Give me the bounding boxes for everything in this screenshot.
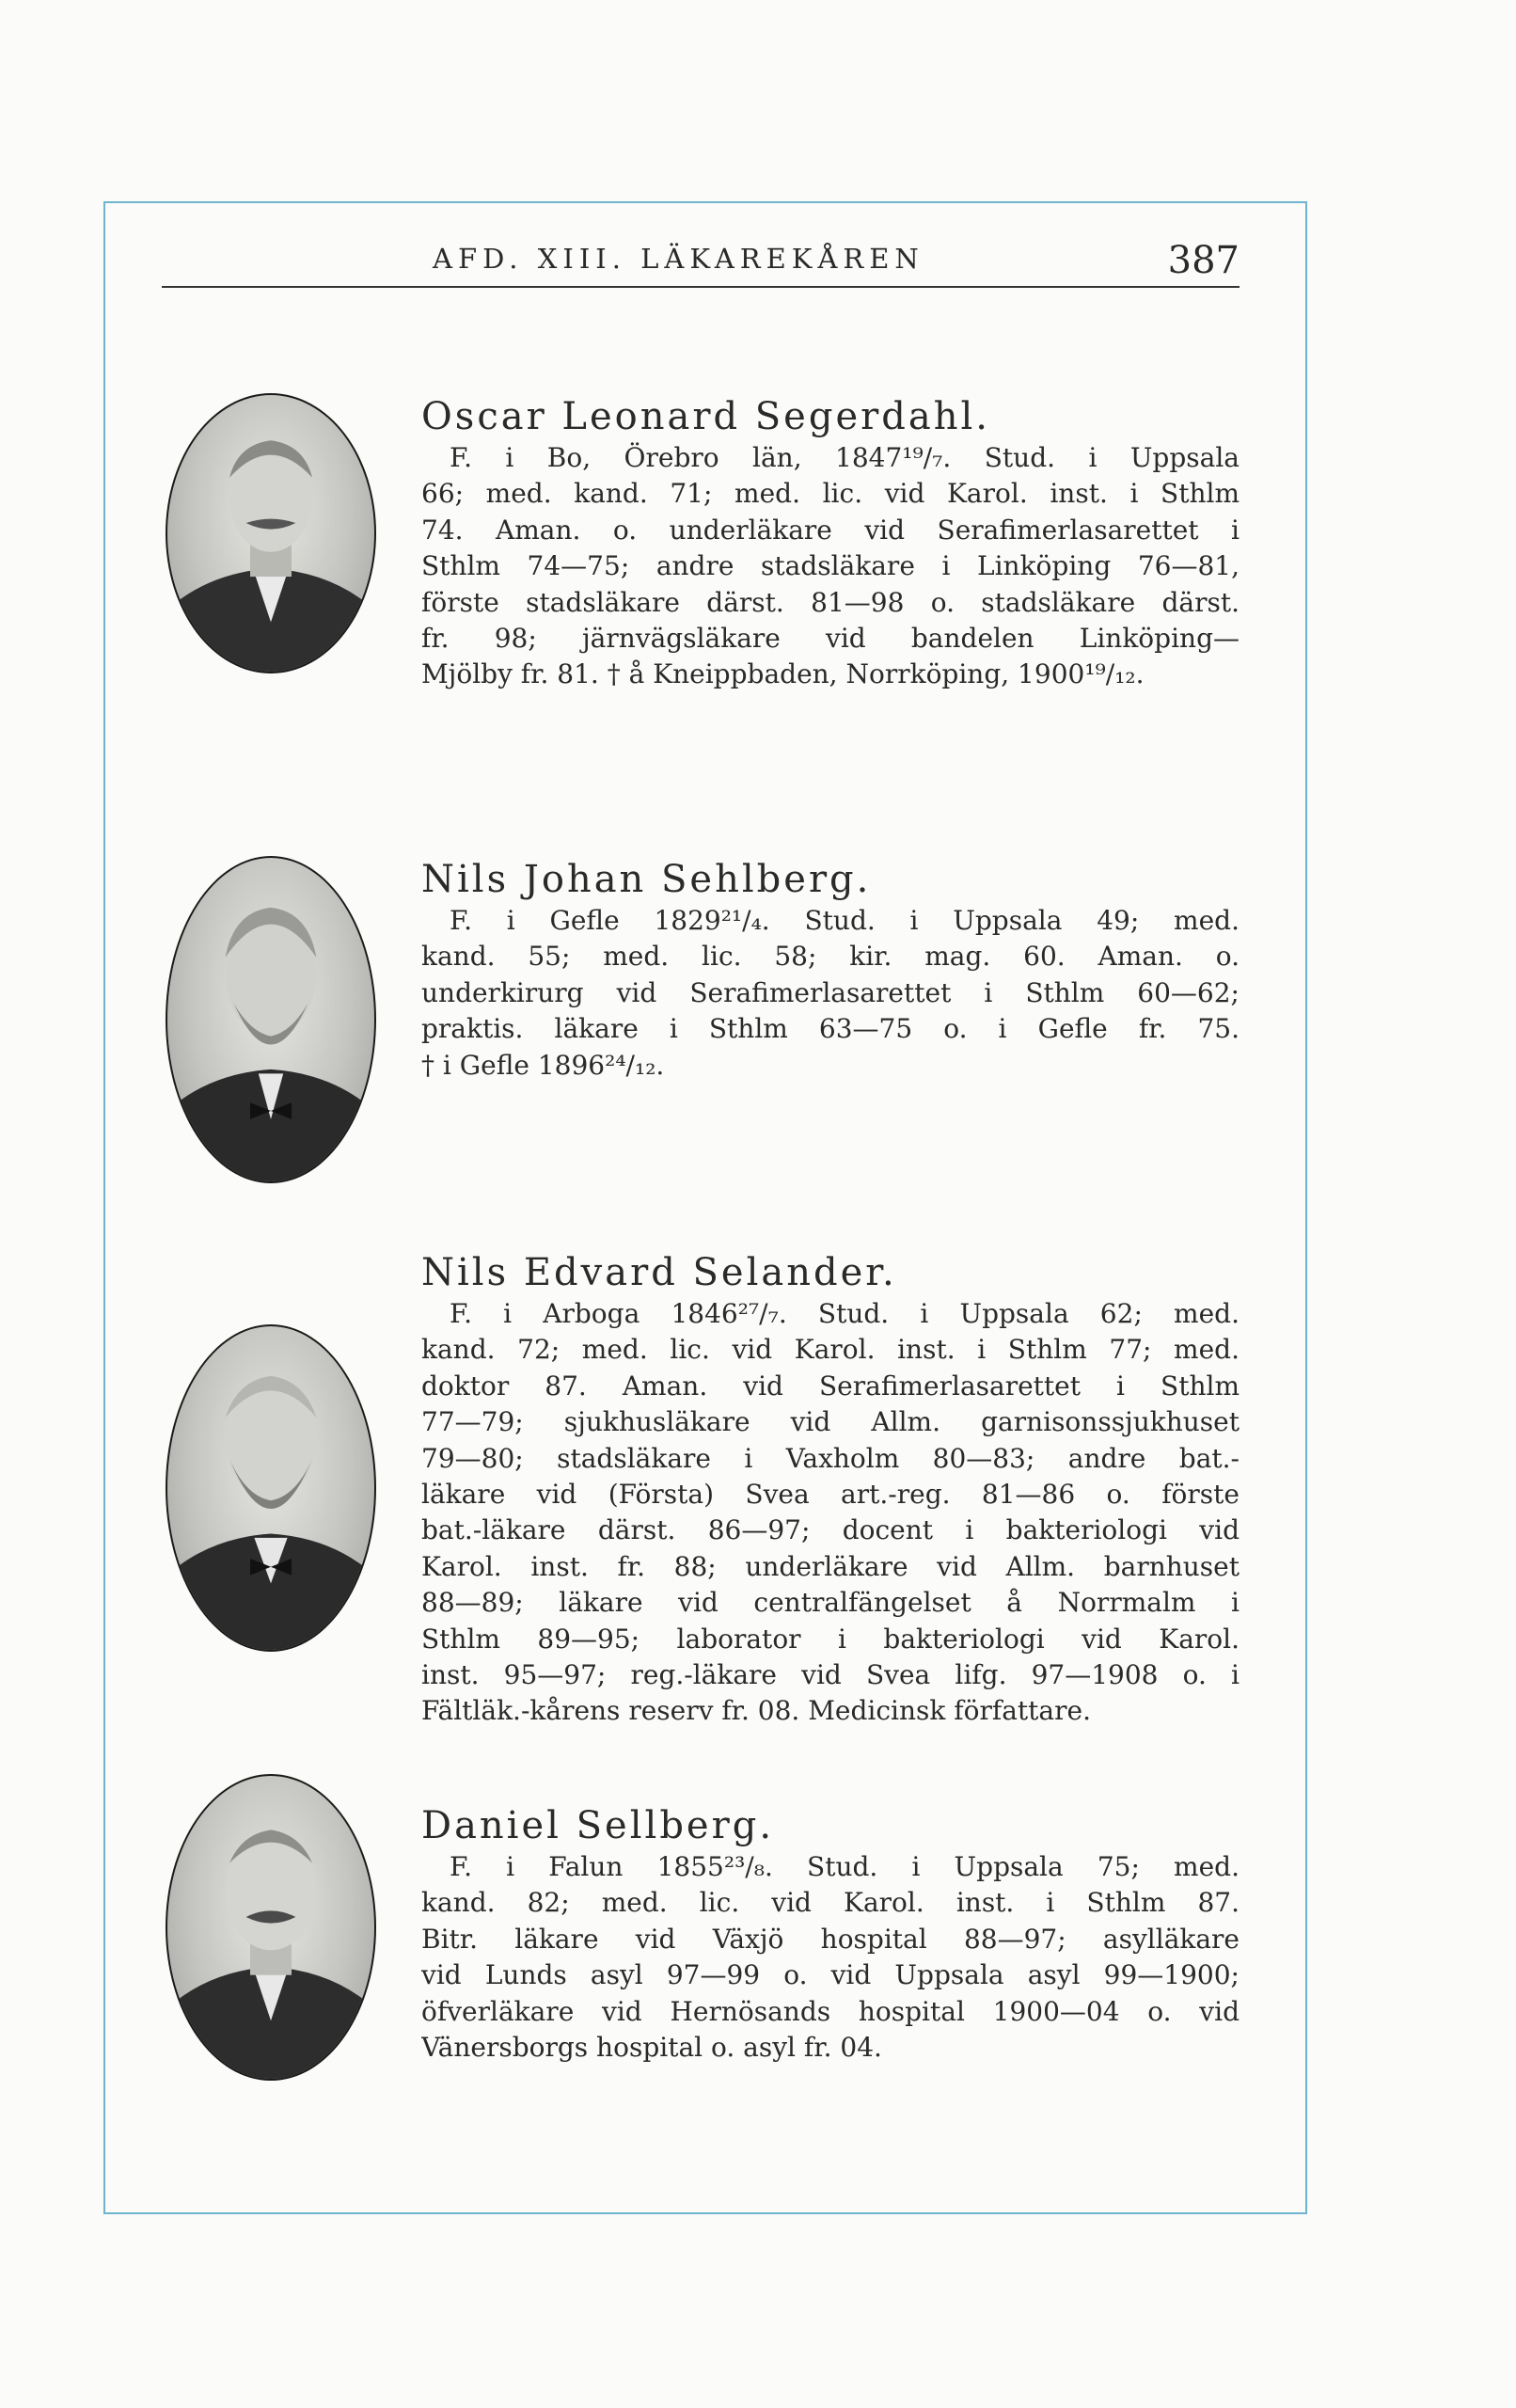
entry-text-line: F. i Bo, Örebro län, 1847¹⁹/₇. Stud. i Uppsala xyxy=(450,442,1240,473)
running-title: AFD. XIII. LÄKAREKÅREN xyxy=(433,243,924,275)
entry-text-line: läkare vid (Första) Svea art.-reg. 81—86 o. förste xyxy=(421,1479,1240,1511)
entry-text-line: praktis. läkare i Sthlm 63—75 o. i Gefle fr. 75. xyxy=(421,1013,1240,1045)
entry-text-line: Vänersborgs hospital o. asyl fr. 04. xyxy=(421,2032,882,2064)
entry-text-line: vid Lunds asyl 97—99 o. vid Uppsala asyl 99—1900; xyxy=(421,1959,1240,1991)
portrait-photo xyxy=(166,1774,376,2081)
entry-text-line: kand. 72; med. lic. vid Karol. inst. i Sthlm 77; med. xyxy=(421,1334,1240,1366)
entry-text-line: Mjölby fr. 81. † å Kneippbaden, Norrköping, 1900¹⁹/₁₂. xyxy=(421,658,1145,690)
entry-text-line: kand. 55; med. lic. 58; kir. mag. 60. Aman. o. xyxy=(421,941,1240,973)
portrait-photo xyxy=(166,1324,376,1652)
entry-text-line: Sthlm 89—95; laborator i bakteriologi vid Karol. xyxy=(421,1623,1240,1655)
entry-text-line: förste stadsläkare därst. 81—98 o. stadsläkare därst. xyxy=(421,586,1240,618)
entry-name: Nils Edvard Selander. xyxy=(421,1251,897,1294)
portrait-photo xyxy=(166,393,376,673)
entry-text-line: underkirurg vid Serafimerlasarettet i Sthlm 60—62; xyxy=(421,976,1240,1008)
biography-text xyxy=(421,856,1240,1084)
portrait-photo xyxy=(166,856,376,1183)
entry-name: Daniel Sellberg. xyxy=(421,1804,775,1847)
entry-text-line: F. i Arboga 1846²⁷/₇. Stud. i Uppsala 62; med. xyxy=(450,1298,1240,1329)
biography-text xyxy=(421,1249,1240,1730)
entry-text-line: F. i Falun 1855²³/₈. Stud. i Uppsala 75; med. xyxy=(450,1851,1240,1882)
entry-text-line: 66; med. kand. 71; med. lic. vid Karol. inst. i Sthlm xyxy=(421,478,1240,510)
entry-text-line: Bitr. läkare vid Växjö hospital 88—97; asylläkare xyxy=(421,1923,1240,1955)
entry-text-line: 77—79; sjukhusläkare vid Allm. garnisonssjukhuset xyxy=(421,1406,1240,1438)
biography-text xyxy=(421,393,1240,693)
entry-text-line: fr. 98; järnvägsläkare vid bandelen Linköping— xyxy=(421,623,1240,655)
entry-text-line: 79—80; stadsläkare i Vaxholm 80—83; andre bat.- xyxy=(421,1442,1240,1474)
biography-text xyxy=(421,1802,1240,2066)
entry-text-line: öfverläkare vid Hernösands hospital 1900—04 o. vid xyxy=(421,1995,1240,2027)
entry-text-line: bat.-läkare därst. 86—97; docent i bakteriologi vid xyxy=(421,1514,1240,1546)
entry-text-line: inst. 95—97; reg.-läkare vid Svea lifg. 97—1908 o. i xyxy=(421,1659,1240,1691)
entry-text-line: Karol. inst. fr. 88; underläkare vid Allm. barnhuset xyxy=(421,1550,1240,1582)
page-number: 387 xyxy=(1167,239,1240,282)
entry-name: Oscar Leonard Segerdahl. xyxy=(421,395,990,438)
entry-name: Nils Johan Sehlberg. xyxy=(421,858,872,901)
entry-text-line: 88—89; läkare vid centralfängelset å Norrmalm i xyxy=(421,1587,1240,1619)
entry-text-line: F. i Gefle 1829²¹/₄. Stud. i Uppsala 49; med. xyxy=(450,905,1240,936)
entry-text-line: † i Gefle 1896²⁴/₁₂. xyxy=(421,1049,665,1081)
page-header xyxy=(162,239,1240,288)
entry-text-line: kand. 82; med. lic. vid Karol. inst. i Sthlm 87. xyxy=(421,1887,1240,1919)
entry-text-line: doktor 87. Aman. vid Serafimerlasarettet i Sthlm xyxy=(421,1370,1240,1402)
entry-text-line: 74. Aman. o. underläkare vid Serafimerlasarettet i xyxy=(421,514,1240,546)
entry-text-line: Fältläk.-kårens reserv fr. 08. Medicinsk författare. xyxy=(421,1695,1091,1727)
entry-text-line: Sthlm 74—75; andre stadsläkare i Linköping 76—81, xyxy=(421,550,1240,582)
